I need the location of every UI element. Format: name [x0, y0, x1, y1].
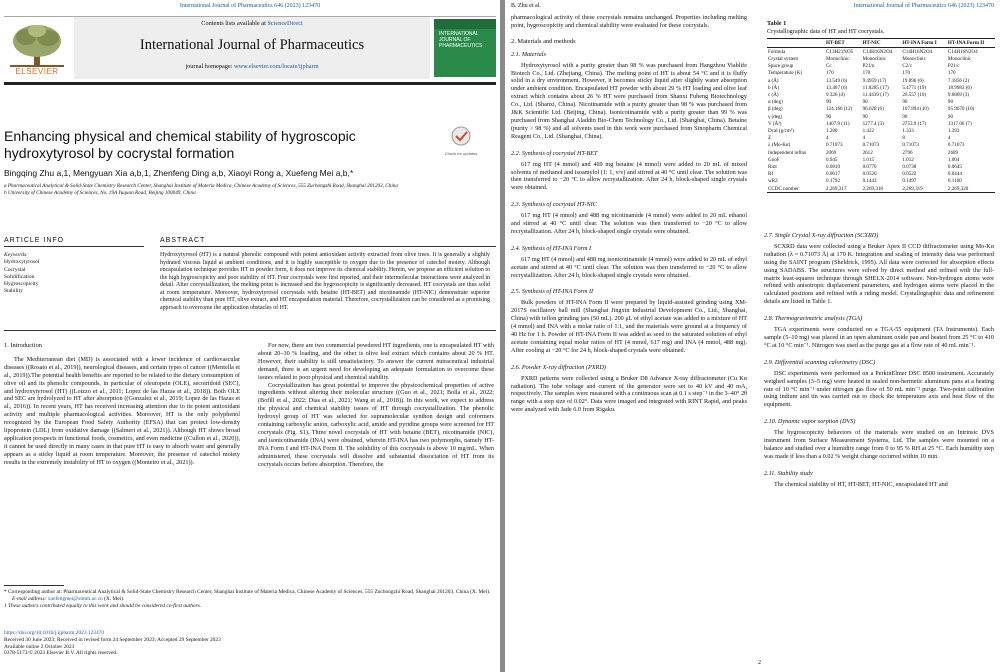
table-cell: 11.4439 (17) [862, 91, 889, 98]
paragraph: SCXRD data were collected using a Bruker Apex II CCD diffractometer using Mo-Kα radiation (λ = 0.71073 Å) at 170 K. Integration and scaling of intensity data was performed using the SAINT program (Sheldrick, 1995). All data were corrected for absorption effects using SADABS. The structures were solved by direct method and refined with the full-matrix least-squares technique through SHELX-2014 software. Non-hydrogen atoms were refined with anisotropic displacement parameters, and hydrogen atoms were placed in the calculated positions and refined with a riding model. Crystallographic data and refinement details are listed in Table 1. [764, 242, 994, 306]
table-row [767, 77, 995, 84]
paragraph: The Mediterranean diet (MD) is associated with a lower incidence of cardiovascular diseases ((Rosato et al., 2019)), neurological diseases, and certain types of cancer ((Mentella et al., 2019)).The potential health benefits are reported to be related to the dietary consumption of olive oil and its phenolic compounds, in particular of oleuropein (OLE), secoiridoid (SEC), and hydroxytyrosol (HT) ((Loizzo et al., 2011; Lopez de las Hazas et al., 2018)). Both OLE and SEC are hydrolyzed to HT after absorption ((Gonzalez et al., 2019; Lopez de las Hazas et al., 2016)). In recent years, HT has received increasing attention due to its potent antioxidant activity and multiple pharmacological activities. Moreover, HT is the only polyphenol recognized by the European Food Safety Authority (EFSA) that can protect low-density lipoprotein (LDL) from oxidative damage ((Salmeri et al., 2021)). Although HT shows broad application prospects in functional foods, cosmetics, and even medicine ((Cullon et al., 2020)), it cannot be used directly in many cases in that pure HT is easy to absorb water and generally appears as a sticky liquid at room temperature. Moreover, the presence of catechol moiety results in the extremely instability of HT to oxygen ((Monteiro et al., 2021)). [4, 355, 240, 466]
homepage-line: journal homepage: www.elsevier.com/locate/ijpharm [185, 63, 319, 70]
row-label: R1 [768, 171, 774, 178]
cover-title: INTERNATIONAL JOURNAL OF PHARMACEUTICS [439, 31, 483, 49]
paragraph: Hydroxytyrosol with a purity greater than 98 % was purchased from Hangzhou Viablife Biotech Co., Ltd. (Zhejiang, China). The melting point of HT is about 54 °C and it is fluffy solid in a dry environment. However, it becomes sticky liquid after slightly water absorption under ambient condition. Encapsulated HT powder with about 29 % HT loading and olive leaf extract which contains about 26 % HT were purchased from Shanxi Fuheng Biotechnology Co., Ltd. (Shanxi, China). Nicotinamide with a purity greater than 98 % was purchased from J&K Scientific Ltd. (Beijing, China). Isonicotinamide with a purity greater than 99 % was purchased from Shanghai Aladdin Bio-Chem Technology Co., Ltd. (Shanghai, China). Betaine (purity > 98 %) and all solvents used in this work were purchased from Sinopharm Chemical Reagent Co., Ltd. (Shanghai, China). [511, 61, 747, 140]
table-cell: 11.8285 (17) [862, 84, 889, 91]
keyword: Cocrystal [4, 266, 26, 273]
abstract-bottom-rule [4, 330, 496, 331]
table-cell: 18.9983 (6) [947, 84, 972, 91]
doi-link[interactable]: https://doi.org/10.1016/j.ijpharm.2023.123470 [4, 630, 105, 636]
table-row [767, 113, 995, 120]
table-row [767, 91, 995, 98]
table-cell: 1.280 [826, 127, 838, 134]
table-cell: 1.004 [947, 156, 960, 163]
table-row [767, 156, 995, 163]
email-line: E-mail address: xuefengmei@simm.ac.cn (X. Mei). [12, 595, 125, 602]
table-body [767, 48, 995, 193]
row-label: a (Å) [768, 77, 779, 84]
table-cell: 0.1100 [947, 178, 962, 185]
article-title: Enhancing physical and chemical stability of hygroscopic hydroxytyrosol by cocrystal formation [4, 128, 356, 161]
table-row [767, 185, 995, 193]
affiliation-b: b University of Chinese Academy of Sciences, No. 19A Yuquan Road, Beijing 100049, China [4, 189, 196, 196]
publisher-name: ELSEVIER [15, 67, 59, 76]
section-heading: 2. Materials and methods [511, 37, 576, 45]
row-label: Rint [768, 163, 777, 170]
table-cell: 2612 [862, 149, 873, 156]
row-label: λ (Mo-Kα) [768, 142, 791, 149]
row-label: Formula [768, 48, 786, 55]
running-head[interactable]: International Journal of Pharmaceutics 646 (2023) 123470 [179, 3, 321, 9]
table-cell: 2069 [826, 149, 837, 156]
table-row [767, 48, 995, 56]
table-header-cell [767, 39, 825, 48]
row-label: Dcal (g/cm³) [768, 127, 794, 134]
table-cell: 7.1856 (2) [947, 77, 970, 84]
table-cell: Monoclinic [902, 55, 926, 62]
table-cell: Cc [826, 63, 832, 70]
paragraph: Bulk powders of HT-INA Form II were prepared by liquid-assisted grinding using XM-2017S oscillatory ball mill (Shanghai Jingxin Industrial Development Co., Ltd., Shanghai, China) with teflon grinding jars (50 mL). 200 μL of ethyl acetate was added to a mixture of HT (4 mmol) and INA with a molar ratio of 1:1, and the materials were ground at a frequency of 40 Hz for 1 h. Powder of HT-INA Form II was added as seed to the saturated solution of ethyl acetate containing equal molar ratios of HT (4 mmol, 617 mg) and INA (4 mmol, 488 mg). After cooling at −20 °C for 24 h, block-shaped crystals were obtained. [511, 299, 747, 354]
table-row [767, 106, 995, 113]
table-cell: 2,269,320 [947, 185, 969, 192]
paragraph: 617 mg HT (4 mmol) and 488 mg isonicotinamide (4 mmol) were added to 20 mL of ethyl acetate and stirred at 40 °C until clear. The solution was then transferred to −20 °C to allow recrystallization. After 24 h, block-shaped single crystals were obtained. [511, 255, 747, 279]
table-cell: 4 [862, 135, 866, 142]
row-label: Crystal system [768, 55, 799, 62]
table-cell: 13.549 (6) [826, 77, 848, 84]
available-online: Available online 2 October 2023 [4, 643, 75, 650]
subsection-heading: 2.9. Differential scanning calorimetry (DSC) [764, 358, 876, 366]
table-cell: 5.4771 (19) [902, 84, 927, 91]
issn-copyright: 0378-5173/© 2023 Elsevier B.V. All rights reserved. [4, 650, 118, 657]
keyword: Stability [4, 288, 23, 295]
keyword: Solidification [4, 273, 35, 280]
table-cell: 90 [826, 99, 832, 106]
author-list: Bingqing Zhu a,1, Mengyuan Xia a,b,1, Zhenfeng Ding a,b, Xiaoyi Rong a, Xuefeng Mei a,b,* [4, 168, 354, 178]
row-label: GooF [768, 156, 780, 163]
table-cell: 0.71073 [902, 142, 919, 149]
table-cell: 0.71073 [826, 142, 843, 149]
table-cell: 124.166 (12) [826, 106, 853, 113]
keywords-label: Keywords: [4, 252, 29, 258]
table-cell: C14H16N2O4 [902, 48, 933, 55]
table-caption: Table 1 Crystallographic data of HT and HT cocrystals. [767, 20, 885, 35]
table-cell: 90 [862, 99, 868, 106]
email-link[interactable]: xuefengmei@simm.ac.cn [47, 595, 103, 602]
table-cell: Monoclinic [862, 55, 887, 62]
table-row [767, 70, 995, 77]
table-header-cell: HT-BET [826, 40, 845, 46]
table-cell: 0.0810 [826, 163, 841, 170]
header-rule [4, 82, 496, 85]
paragraph: The chemical stability of HT, HT-BET, HT-NIC, encapsulated HT and [774, 480, 948, 488]
running-author: B. Zhu et al. [511, 3, 541, 9]
row-label: wR2 [768, 178, 778, 185]
paragraph: For now, there are two commercial powdered HT ingredients, one is encapsulated HT with about 20–30 % loading, and the other is olive leaf extract which contains about 20 % HT. However, their stability is still unsatisfactory. To answer the current nutraceutical industrial demand, there is an urgent need for developing an adequate formulation to overcome these issues related to poor physical and chemical stability. [258, 342, 494, 381]
section-heading: 1. Introduction [4, 342, 42, 349]
table-cell: C2/c [902, 63, 912, 70]
journal-masthead [4, 16, 496, 78]
table-cell: Monoclinic [826, 55, 850, 62]
row-label: Independent reflns [768, 149, 807, 156]
received-dates: Received 30 June 2023; Received in revised form 24 September 2023; Accepted 29 September 2023 [4, 636, 221, 643]
table-cell: P21/n [862, 63, 875, 70]
subsection-heading: 2.5. Synthesis of HT-INA Form II [511, 288, 594, 296]
table-cell: 1.012 [902, 156, 914, 163]
contents-line: Contents lists available at ScienceDirect [201, 20, 303, 27]
keyword: Hydroxytyrosol [4, 259, 40, 266]
table-cell: 8 [902, 135, 905, 142]
table-cell: 2,269,319 [902, 185, 923, 192]
table-cell: 95.9670 (10) [947, 106, 975, 113]
cover-stripe [434, 19, 496, 29]
table-cell: 90 [947, 113, 953, 120]
row-label: b (Å) [768, 84, 779, 91]
table-cell: 4 [826, 135, 829, 142]
table-cell: 0.0444 [947, 171, 962, 178]
subsection-heading: 2.8. Thermogravimetric analysis (TGA) [764, 315, 863, 323]
row-label: Temperature (K) [768, 70, 803, 77]
intro-column-left [4, 342, 240, 578]
table-header-cell: HT-NIC [862, 40, 881, 46]
table-cell: 0.1443 [862, 178, 877, 185]
table-cell: 19.896 (6) [902, 77, 924, 84]
table-cell: 0.71073 [947, 142, 965, 149]
table-cell: 9.4959 (17) [862, 77, 887, 84]
table-row [767, 142, 995, 149]
row-label: β (deg) [768, 106, 783, 113]
keywords-block [4, 252, 144, 296]
table-row [767, 135, 995, 142]
abstract-heading: ABSTRACT [160, 237, 206, 244]
paragraph: DSC experiments were performed on a PerkinElmer DSC 8500 instrument. Accurately weighed samples (3–5 mg) were heated in sealed non-hermetic aluminum pans at a heating rate of 10 °C min⁻¹ under nitrogen gas flow of 50 mL min⁻¹ purge. Two-point calibration using indium and tin was carried out to check the temperature axis and heat flow of the equipment. [764, 369, 994, 409]
table-cell: 0.1792 [826, 178, 841, 185]
table-cell: 0.0738 [902, 163, 917, 170]
subsection-heading: 2.4. Synthesis of HT-INA Form I [511, 244, 592, 252]
table-cell: 2753.9 (17) [902, 120, 927, 127]
journal-name: International Journal of Pharmaceutics [139, 37, 365, 53]
row-label: Z [768, 135, 772, 142]
page-number: 2 [758, 660, 761, 666]
paragraph: pharmacological activity of these cocrystals remains unchanged. Properties including melting point, hygroscopicity and chemical stability were evaluated for these cocrystals. [511, 14, 747, 29]
table-cell: 0.0770 [862, 163, 877, 170]
row-label: α (deg) [768, 99, 783, 106]
affiliations [4, 183, 484, 196]
journal-cover-thumbnail[interactable] [434, 19, 496, 77]
table-cell: 2796 [902, 149, 913, 156]
table-cell: 0.71073 [862, 142, 880, 149]
running-head[interactable]: International Journal of Pharmaceutics 646 (2023) 123470 [853, 3, 994, 9]
subsection-heading: 2.6. Powder X-ray diffraction (PXRD) [511, 363, 606, 371]
table-cell: 2,269,317 [826, 185, 847, 192]
table-row [767, 55, 995, 62]
table-cell: C13H21NO5 [826, 48, 854, 55]
table-header-cell: HT-INA Form II [947, 40, 985, 46]
table-row [767, 178, 995, 185]
table-cell: 1.015 [862, 156, 875, 163]
table-cell: Monoclinic [947, 55, 972, 62]
column-left [511, 14, 747, 666]
table-cell: 90 [862, 113, 868, 120]
table-cell: 4 [947, 135, 951, 142]
table-row [767, 127, 995, 134]
sciencedirect-link[interactable]: ScienceDirect [267, 20, 303, 27]
table-cell: 0.0522 [902, 171, 917, 178]
table-cell: 0.945 [826, 156, 838, 163]
table-cell: 96.628 (6) [862, 106, 884, 113]
table-cell: 90 [947, 99, 953, 106]
article-meta-footer [4, 630, 494, 657]
paragraph: 617 mg HT (4 mmol) and 469 mg betaine (4 mmol) were added to 20 mL of mixed solvents of methanol and isoamylol (1: 1, v/v) and stirred at 40 °C until clear. The solution was then transferred to −20 °C to allow recrystallization. After 24 h, block-shaped single crystals were obtained. [511, 160, 747, 192]
table-cell: C14H16N2O4 [862, 48, 893, 55]
crystallographic-table [767, 38, 995, 193]
subsection-heading: 2.2. Synthesis of cocrystal HT-BET [511, 149, 598, 157]
table-cell: 90 [826, 113, 832, 120]
table-cell: 9.6869 (3) [947, 91, 970, 98]
table-row [767, 120, 995, 127]
subsection-heading: 2.7. Single Crystal X-ray diffraction (SCXRD) [764, 232, 879, 239]
paragraph: 617 mg HT (4 mmol) and 488 mg nicotinamide (4 mmol) were added to 20 mL ethanol and stirred at 40 °C until clear. The solution was then transferred to −20 °C to allow recrystallization. After 24 h, block-shaped single crystals were obtained. [511, 212, 747, 235]
paragraph: The hygroscopicity behaviors of the materials were studied on an Intrinsic DVS instrument from Surface Measurement Systems, Ltd. The samples were mounted on a balance and studied over a humidity range from 0 to 95 % RH at 25 °C. Each humidity step was made if less than a 0.02 % weight change occurred within 10 min. [764, 429, 994, 460]
subsection-heading: 2.3. Synthesis of cocrystal HT-NIC [511, 201, 597, 209]
equal-contribution-note: 1 These authors contributed equally to this work and should be considered co-first authors. [4, 602, 202, 609]
table-cell: 26.557 (10) [902, 91, 927, 98]
table-cell: P21/c [947, 63, 960, 70]
corresponding-author-note: * Corresponding author at: Pharmaceutical Analytical & Solid-State Chemistry Research Center, Shanghai Institute of Materia Medica, Chinese Academy of Sciences, 555 Zuchongzhi Road, Shanghai 201203, China (X. Mei). [4, 589, 491, 595]
table-header-row [767, 39, 995, 48]
paragraph: TGA experiments were conducted on a TGA-55 equipment (TA Instruments). Each sample (5–10 mg) was placed in an open aluminum oxide pan and heated from 25 °C to 410 °C at 10 °C min⁻¹. Nitrogen was used as the purge gas at a flow rate of 40 mL min⁻¹. [764, 326, 994, 349]
row-label: c (Å) [768, 91, 779, 98]
table-cell: 13.467 (6) [826, 84, 848, 91]
column-right [764, 232, 994, 652]
affiliation-a: a Pharmaceutical Analytical & Solid-State Chemistry Research Center, Shanghai Institute of Materia Medica, Chinese Academy of Sciences, 555 Zuchongzhi Road, Shanghai 201203, China [4, 183, 398, 189]
table-cell: 107.894 (10) [902, 106, 929, 113]
table-cell: 0.0617 [826, 171, 841, 178]
subsection-heading: 2.1. Materials [511, 50, 546, 58]
table-row [767, 84, 995, 91]
table-cell: 90 [902, 113, 908, 120]
table-cell: 1.333 [902, 127, 914, 134]
table-row [767, 163, 995, 170]
table-cell: 0.0520 [862, 171, 877, 178]
table-cell: 1.393 [947, 127, 960, 134]
table-cell: 170 [826, 70, 834, 77]
table-row [767, 99, 995, 106]
page-2 [505, 0, 1000, 672]
check-updates-label: Check for updates [444, 151, 478, 156]
intro-column-right [258, 342, 494, 578]
table-1 [767, 20, 995, 193]
table-cell: 1277.4 (3) [862, 120, 884, 127]
table-cell: C14H16N2O4 [947, 48, 978, 55]
article-info-heading: ARTICLE INFO [4, 237, 65, 244]
homepage-link[interactable]: www.elsevier.com/locate/ijpharm [234, 63, 319, 70]
table-row [767, 63, 995, 70]
abstract-text: Hydroxytyrosol (HT) is a natural phenolic compound with potent antioxidant activity extracted from olive trees. It is generally a slightly hydrated viscous liquid at ambient conditions, and it is highly susceptible to oxygen due to the presence of catechol moiety. Although encapsulation technique provides HT in powder form, it does not improve its chemical stability. Herein, we propose an efficient solution to the high hygroscopicity and poor stability of HT. Four cocrystals were first reported, and their intermolecular interactions were analyzed in detail. After cocrystallization, the melting point is increased and the hygroscopicity is significantly decreased. HT cocrystals are thus solid at room temperature. Moreover, hydroxytyrosol cocrystals with betaine (HT-BET) and nicotinamide (HT-NIC) demonstrate superior chemical stability than pure HT, olive extract, and HT encapsulation material. Therefore, cocrystallization can be considered as a promising approach to overcome the application obstacles of HT. [160, 252, 490, 311]
table-cell: 2689 [947, 149, 959, 156]
footnotes [4, 589, 494, 609]
table-cell: 1317.06 (7) [947, 120, 972, 127]
table-cell: 90 [902, 99, 908, 106]
row-label: V (Å³) [768, 120, 782, 127]
table-header-cell: HT-INA Form I [902, 40, 937, 46]
table-cell: 1.422 [862, 127, 875, 134]
table-cell: 9.326 (4) [826, 91, 845, 98]
row-label: CCDC number [768, 185, 799, 192]
article-info-rule [4, 246, 144, 247]
paragraph: Cocrystallization has great potential to improve the physicochemical properties of active ingredients without altering their molecular structure ((Guo et al., 2021; Bolla et al., 2022; (Bofill et al., 2022; Dias et al., 2021; Wang et al., 2018)). In this work, we expect to address the physical and chemical stability issues of HT through cocrystallization. The phenolic hydroxyl group of HT was selected for supramolecular synthon design and coformers containing carboxylic anion, carboxylic acid, amide and pyridine groups were screened for HT cocrystals (Fig. S1). Three novel cocrystals of HT with betaine (BET), nicotinamide (NIC), and isonicotinamide (INA) were obtained, wherein HT-INA has two polymorphs, namely HT-INA Form I and HT-INA Form II. The solubility of this cocrystals is above 10 mg/mL. When administered, these cocrystals will dissolve and substantial dissociation of HT from its cocrystals occurs before absorption. Therefore, the [258, 381, 494, 468]
table-cell: 170 [902, 70, 910, 77]
row-label: γ (deg) [768, 113, 783, 120]
table-row [767, 171, 995, 178]
subsection-heading: 2.10. Dynamic vapor sorption (DVS) [764, 418, 856, 426]
check-for-updates-icon[interactable] [446, 124, 476, 154]
table-cell: 1407.9 (11) [826, 120, 850, 127]
journal-header-band [74, 17, 430, 79]
paragraph: PXRD patterns were collected using a Bruker D8 Advance X-ray diffractometer (Cu Kα radiation). The tube voltage and current of the generator were set to 40 kV and 40 mA, respectively. The samples were measured with a continuous scan at 0.1 s step⁻¹ in the 3–40° 2θ range with a step size of 0.02°. Data were imaged and integrated with RINT Rapid, and peaks were analyzed with Jade 6.0 from Rigaku. [511, 374, 747, 414]
footnote-rule [4, 585, 64, 586]
keyword: Hygroscopicity [4, 281, 39, 288]
abstract-rule [160, 246, 496, 247]
table-cell: 170 [947, 70, 956, 77]
table-cell: 0.0645 [947, 163, 962, 170]
table-cell: 170 [862, 70, 871, 77]
table-cell: 2,269,318 [862, 185, 883, 192]
table-row [767, 149, 995, 156]
table-cell: 0.1497 [902, 178, 917, 185]
subsection-heading: 2.11. Stability study [764, 469, 813, 477]
row-label: Space group [768, 63, 794, 70]
